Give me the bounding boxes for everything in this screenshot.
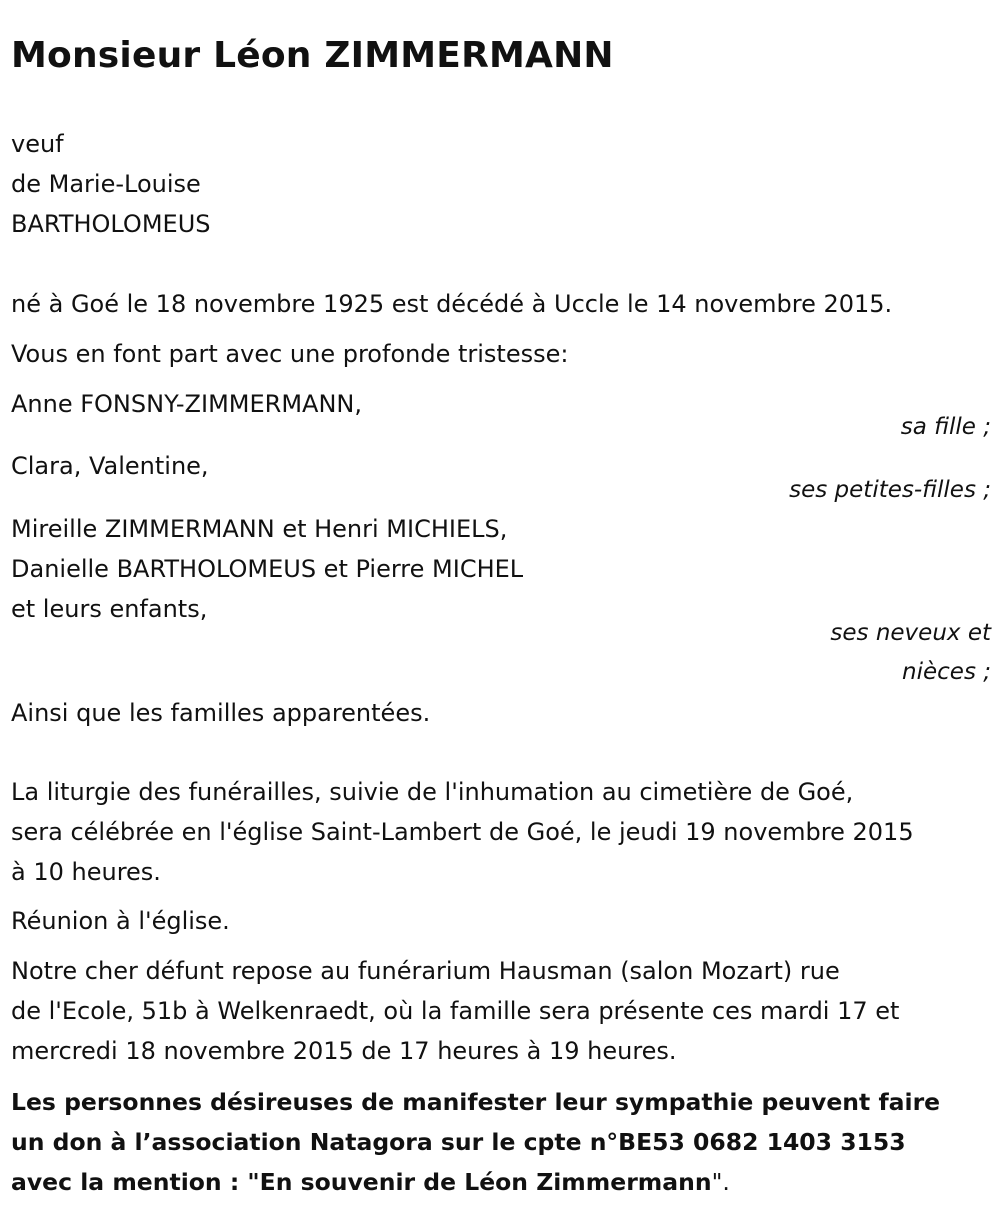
daughter-name: Anne FONSNY-ZIMMERMANN, <box>11 390 362 418</box>
repose-line-2: de l'Ecole, 51b à Welkenraedt, où la famille sera présente ces mardi 17 et <box>11 997 900 1025</box>
widow-line-2: de Marie-Louise <box>11 170 201 198</box>
deceased-name-title: Monsieur Léon ZIMMERMANN <box>11 35 614 76</box>
nephews-line-2: Danielle BARTHOLOMEUS et Pierre MICHEL <box>11 555 524 583</box>
donation-line-3 <box>11 1162 730 1202</box>
nephews-role-line-1: ses neveux et <box>830 620 991 646</box>
donation-line-2: un don à l’association Natagora sur le cpte n°BE53 0682 1403 3153 <box>11 1128 906 1156</box>
nephews-role-line-2: nièces ; <box>902 659 991 685</box>
widow-line-3: BARTHOLOMEUS <box>11 210 211 238</box>
donation-mention: avec la mention : "En souvenir de Léon Zimmermann <box>11 1168 712 1196</box>
birth-death-line: né à Goé le 18 novembre 1925 est décédé à Uccle le 14 novembre 2015. <box>11 290 893 318</box>
funeral-line-2: sera célébrée en l'église Saint-Lambert de Goé, le jeudi 19 novembre 2015 <box>11 818 914 846</box>
granddaughters-names: Clara, Valentine, <box>11 452 209 480</box>
donation-line-1: Les personnes désireuses de manifester leur sympathie peuvent faire <box>11 1088 941 1116</box>
funeral-line-3: à 10 heures. <box>11 858 161 886</box>
related-families: Ainsi que les familles apparentées. <box>11 699 431 727</box>
donation-closing-quote: ". <box>711 1168 730 1196</box>
nephews-line-3: et leurs enfants, <box>11 595 208 623</box>
repose-line-1: Notre cher défunt repose au funérarium Hausman (salon Mozart) rue <box>11 957 840 985</box>
widow-line-1: veuf <box>11 130 64 158</box>
granddaughters-role: ses petites-filles ; <box>789 477 991 503</box>
repose-line-3: mercredi 18 novembre 2015 de 17 heures à 19 heures. <box>11 1037 677 1065</box>
announcement-line: Vous en font part avec une profonde tristesse: <box>11 340 569 368</box>
daughter-role: sa fille ; <box>900 414 991 440</box>
funeral-line-1: La liturgie des funérailles, suivie de l'inhumation au cimetière de Goé, <box>11 778 854 806</box>
nephews-line-1: Mireille ZIMMERMANN et Henri MICHIELS, <box>11 515 508 543</box>
meeting-line: Réunion à l'église. <box>11 907 230 935</box>
